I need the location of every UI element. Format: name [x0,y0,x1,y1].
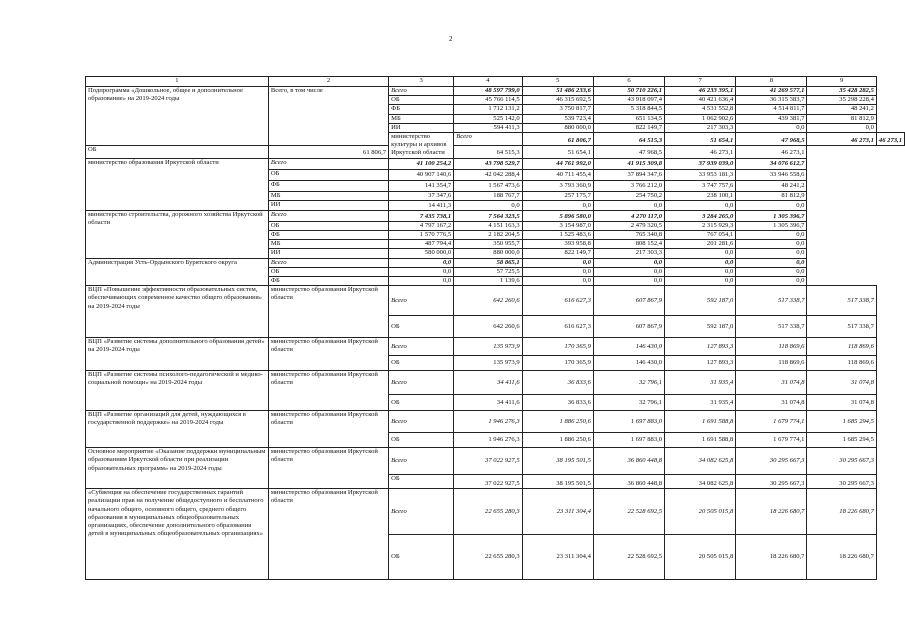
amount-cell: 34 411,6 [454,371,522,395]
amount-cell: 18 226 680,7 [807,489,876,535]
amount-cell: 30 295 667,3 [807,448,876,475]
amount-cell: 22 528 692,5 [593,489,664,535]
amount-cell: 34 076 612,7 [736,158,807,169]
amount-cell: 37 939 039,0 [665,158,736,169]
amount-cell: 36 315 383,7 [736,96,807,105]
amount-cell: 31 074,8 [807,395,876,411]
table-row [86,210,905,221]
amount-cell: 30 295 667,3 [736,475,807,489]
amount-cell: 2 479 320,5 [593,221,664,230]
amount-cell: 1 946 276,3 [454,433,522,448]
executor-cell: Всего, в том числе [268,87,388,146]
amount-cell: 127 893,3 [665,338,736,356]
amount-cell: 4 514 811,7 [736,105,807,114]
amount-cell: 1 712 131,2 [454,105,522,114]
table-row [86,158,905,169]
funding-source-cell: Всего [268,258,388,267]
table-row [86,411,905,433]
amount-cell: 40 421 636,4 [665,96,736,105]
amount-cell: 1 570 776,5 [389,231,454,240]
funding-source-cell: ОБ [389,475,454,489]
measure-name-cell: ВЦП «Повышение эффективности образовательных систем, обеспечивающих современное качество общего образования» на 2019-2024 годы [86,286,269,338]
amount-cell: 61 806,7 [268,145,388,158]
amount-cell: 0,0 [454,200,522,210]
funding-source-cell: МБ [268,240,388,249]
amount-cell: 38 195 501,5 [522,448,593,475]
col-header: 1 [86,77,269,87]
amount-cell: 50 710 226,1 [593,87,664,96]
amount-cell: 42 042 288,4 [454,169,522,180]
amount-cell: 36 833,6 [522,371,593,395]
amount-cell: 47 968,5 [736,133,807,146]
amount-cell: 4 797 167,2 [389,221,454,230]
measure-name-cell: Подпрограмма «Дошкольное, общее и дополнительное образование» на 2019-2024 годы [86,87,269,146]
funding-source-cell: Всего [268,158,388,169]
funding-source-cell: Всего [389,338,454,356]
amount-cell: 616 627,3 [522,316,593,338]
executor-cell: министерство образования Иркутской области [268,411,388,448]
amount-cell: 22 655 280,3 [454,489,522,535]
amount-cell: 40 907 140,6 [389,169,454,180]
amount-cell: 31 935,4 [665,371,736,395]
amount-cell: 0,0 [665,200,736,210]
amount-cell: 18 226 680,7 [807,535,876,580]
amount-cell: 0,0 [522,277,593,286]
amount-cell: 35 428 282,5 [807,87,876,96]
amount-cell: 48 597 799,0 [454,87,522,96]
amount-cell: 880 000,0 [522,123,593,132]
executor-cell: министерство образования Иркутской области [268,371,388,411]
amount-cell: 0,0 [389,267,454,276]
amount-cell: 607 867,9 [593,286,664,316]
amount-cell: 57 725,5 [454,267,522,276]
amount-cell: 20 505 015,8 [665,489,736,535]
amount-cell: 170 365,9 [522,338,593,356]
amount-cell: 0,0 [665,267,736,276]
amount-cell: 4 531 552,8 [665,105,736,114]
amount-cell: 43 798 529,7 [454,158,522,169]
measure-name-cell: Основное мероприятие «Оказание поддержки муниципальным образованиям Иркутской области при реализации образовательных программ» на 2019-2024 годы [86,448,269,489]
amount-cell: 0,0 [522,267,593,276]
amount-cell: 0,0 [593,200,664,210]
amount-cell: 254 750,2 [593,191,664,200]
amount-cell: 41 269 577,1 [736,87,807,96]
amount-cell: 31 074,8 [736,395,807,411]
amount-cell: 14 411,3 [389,200,454,210]
table-row [86,87,905,96]
amount-cell: 31 074,8 [807,371,876,395]
funding-source-cell: ФБ [268,180,388,191]
amount-cell: 487 794,4 [389,240,454,249]
funding-source-cell: ОБ [389,96,454,105]
amount-cell: 0,0 [736,240,807,249]
amount-cell: 3 750 817,7 [522,105,593,114]
col-header: 5 [522,77,593,87]
funding-source-cell: ИИ [268,200,388,210]
amount-cell: 30 295 667,3 [736,448,807,475]
amount-cell: 81 812,9 [807,114,876,123]
amount-cell: 5 896 580,0 [522,210,593,221]
amount-cell: 238 100,1 [665,191,736,200]
amount-cell: 525 142,0 [454,114,522,123]
funding-source-cell: ИИ [268,249,388,258]
amount-cell: 32 796,1 [593,371,664,395]
amount-cell: 822 149,7 [593,123,664,132]
table-row [86,489,905,535]
amount-cell: 616 627,3 [522,286,593,316]
amount-cell: 0,0 [665,277,736,286]
executor-cell: министерство образования Иркутской области [268,489,388,580]
amount-cell: 0,0 [807,123,876,132]
executor-cell: министерство культуры и архивов Иркутской области [389,133,454,159]
amount-cell: 580 000,0 [389,249,454,258]
table-row [86,258,905,267]
funding-source-cell: ОБ [268,267,388,276]
table-row [86,371,905,395]
funding-source-cell: ОБ [389,433,454,448]
amount-cell: 767 054,1 [665,231,736,240]
amount-cell: 127 893,3 [665,356,736,371]
amount-cell: 808 152,4 [593,240,664,249]
amount-cell: 36 860 448,8 [593,448,664,475]
amount-cell: 36 833,6 [522,395,593,411]
amount-cell: 217 303,3 [593,249,664,258]
amount-cell: 51 486 233,6 [522,87,593,96]
amount-cell: 37 022 927,5 [454,448,522,475]
amount-cell: 23 311 304,4 [522,535,593,580]
amount-cell: 0,0 [389,258,454,267]
funding-source-cell: Всего [389,489,454,535]
funding-source-cell: ОБ [86,145,269,158]
amount-cell: 61 806,7 [522,133,593,146]
amount-cell: 257 175,7 [522,191,593,200]
page-number: 2 [449,35,453,43]
amount-cell: 46 273,1 [665,145,736,158]
amount-cell: 47 968,5 [593,145,664,158]
executor-cell: министерство образования Иркутской области [268,286,388,338]
amount-cell: 1 946 276,3 [454,411,522,433]
funding-source-cell: ОБ [268,169,388,180]
amount-cell: 18 226 680,7 [736,535,807,580]
funding-source-cell: МБ [389,114,454,123]
amount-cell: 1 691 588,8 [665,433,736,448]
measure-name-cell: ВЦП «Развитие системы дополнительного образования детей» на 2019-2024 годы [86,338,269,371]
amount-cell: 41 915 309,8 [593,158,664,169]
amount-cell: 1 685 294,5 [807,411,876,433]
amount-cell: 31 074,8 [736,371,807,395]
amount-cell: 3 284 265,0 [665,210,736,221]
amount-cell: 34 082 625,8 [665,448,736,475]
amount-cell: 41 100 254,2 [389,158,454,169]
funding-source-cell: ФБ [389,105,454,114]
amount-cell: 45 766 114,5 [454,96,522,105]
amount-cell: 46 273,1 [876,133,904,146]
measure-name-cell: «Субвенция на обеспечение государственных гарантий реализации прав на получение общедоступного и бесплатного начального общего, основного общего, среднего общего образования в муниципальных общеобразовательных организациях, обеспечение дополнительного образования детей в муниципальных общеобразовательных организациях» [86,489,269,580]
amount-cell: 1 886 250,6 [522,411,593,433]
amount-cell: 1 679 774,1 [736,433,807,448]
amount-cell: 0,0 [522,258,593,267]
amount-cell: 1 525 483,6 [522,231,593,240]
amount-cell: 1 697 883,0 [593,411,664,433]
amount-cell: 517 338,7 [736,316,807,338]
amount-cell: 1 305 396,7 [736,221,807,230]
executor-cell: министерство образования Иркутской области [86,158,269,210]
amount-cell: 1 685 294,5 [807,433,876,448]
amount-cell: 0,0 [736,200,807,210]
amount-cell: 81 812,9 [736,191,807,200]
amount-cell: 7 435 738,1 [389,210,454,221]
executor-cell: министерство образования Иркутской области [268,338,388,371]
amount-cell: 0,0 [593,267,664,276]
amount-cell: 38 195 501,5 [522,475,593,489]
amount-cell: 64 515,3 [454,145,522,158]
amount-cell: 1 679 774,1 [736,411,807,433]
amount-cell: 34 082 625,8 [665,475,736,489]
amount-cell: 2 182 204,5 [454,231,522,240]
amount-cell: 517 338,7 [736,286,807,316]
amount-cell: 0,0 [736,277,807,286]
funding-source-cell: Всего [454,133,522,146]
amount-cell: 217 303,3 [665,123,736,132]
amount-cell: 594 411,3 [454,123,522,132]
funding-source-cell: ОБ [389,316,454,338]
amount-cell: 34 411,6 [454,395,522,411]
funding-source-cell: ФБ [268,231,388,240]
funding-source-cell: Всего [389,411,454,433]
amount-cell: 642 260,6 [454,316,522,338]
funding-source-cell: ОБ [389,395,454,411]
amount-cell: 188 767,7 [454,191,522,200]
amount-cell: 607 867,9 [593,316,664,338]
table-row [86,145,905,158]
amount-cell: 2 315 929,3 [665,221,736,230]
amount-cell: 393 958,8 [522,240,593,249]
funding-source-cell: ОБ [268,221,388,230]
amount-cell: 3 154 987,0 [522,221,593,230]
amount-cell: 64 515,3 [593,133,664,146]
amount-cell: 146 430,0 [593,356,664,371]
amount-cell: 350 955,7 [454,240,522,249]
col-header: 7 [665,77,736,87]
amount-cell: 1 697 883,0 [593,433,664,448]
amount-cell: 0,0 [736,249,807,258]
amount-cell: 0,0 [736,231,807,240]
amount-cell: 880 000,0 [454,249,522,258]
amount-cell: 118 869,6 [807,356,876,371]
amount-cell: 7 564 323,5 [454,210,522,221]
amount-cell: 22 655 280,3 [454,535,522,580]
amount-cell: 46 273,1 [736,145,807,158]
amount-cell: 1 062 902,6 [665,114,736,123]
amount-cell: 40 711 455,4 [522,169,593,180]
funding-source-cell: Всего [389,286,454,316]
funding-source-cell: МБ [268,191,388,200]
col-header: 8 [736,77,807,87]
amount-cell: 0,0 [665,249,736,258]
amount-cell: 35 298 228,4 [807,96,876,105]
amount-cell: 36 860 448,8 [593,475,664,489]
amount-cell: 48 241,2 [807,105,876,114]
amount-cell: 439 381,7 [736,114,807,123]
funding-source-cell: ФБ [268,277,388,286]
measure-name-cell: ВЦП «Развитие организаций для детей, нуждающихся в государственной поддержке» на 2019-2024 годы [86,411,269,448]
funding-source-cell: Всего [389,448,454,475]
amount-cell: 146 430,0 [593,338,664,356]
budget-table [85,76,905,580]
executor-cell: Администрация Усть-Ордынского Бурятского округа [86,258,269,286]
amount-cell: 0,0 [736,267,807,276]
amount-cell: 4 270 117,0 [593,210,664,221]
amount-cell: 3 747 757,6 [665,180,736,191]
amount-cell: 46 315 692,5 [522,96,593,105]
amount-cell: 51 654,1 [522,145,593,158]
amount-cell: 31 935,4 [665,395,736,411]
amount-cell: 20 505 015,8 [665,535,736,580]
amount-cell: 0,0 [665,258,736,267]
amount-cell: 0,0 [593,277,664,286]
amount-cell: 46 273,1 [807,133,876,146]
amount-cell: 592 187,0 [665,286,736,316]
amount-cell: 539 723,4 [522,114,593,123]
column-number-row [86,77,905,87]
col-header: 3 [389,77,454,87]
amount-cell: 765 340,8 [593,231,664,240]
amount-cell: 1 139,6 [454,277,522,286]
amount-cell: 3 766 212,0 [593,180,664,191]
funding-source-cell: ИИ [389,123,454,132]
amount-cell: 0,0 [593,258,664,267]
amount-cell: 1 691 588,8 [665,411,736,433]
col-header: 6 [593,77,664,87]
col-header: 4 [454,77,522,87]
amount-cell: 651 134,5 [593,114,664,123]
amount-cell: 43 918 097,4 [593,96,664,105]
amount-cell: 822 149,7 [522,249,593,258]
amount-cell: 33 946 558,6 [736,169,807,180]
funding-source-cell: Всего [268,210,388,221]
amount-cell: 141 354,7 [389,180,454,191]
amount-cell: 642 260,6 [454,286,522,316]
amount-cell: 135 973,9 [454,338,522,356]
amount-cell: 1 567 473,6 [454,180,522,191]
amount-cell: 0,0 [522,200,593,210]
amount-cell: 33 953 181,3 [665,169,736,180]
col-header: 9 [807,77,876,87]
amount-cell: 5 318 844,5 [593,105,664,114]
amount-cell: 44 761 992,0 [522,158,593,169]
table-body [86,87,905,580]
amount-cell: 32 796,1 [593,395,664,411]
funding-source-cell: Всего [389,371,454,395]
table-row [86,286,905,316]
table-row [86,448,905,475]
executor-cell: министерство образования Иркутской области [268,448,388,489]
amount-cell: 0,0 [389,277,454,286]
amount-cell: 517 338,7 [807,286,876,316]
amount-cell: 30 295 667,3 [807,475,876,489]
amount-cell: 592 187,0 [665,316,736,338]
amount-cell: 118 869,6 [736,338,807,356]
amount-cell: 118 869,6 [736,356,807,371]
amount-cell: 46 233 395,1 [665,87,736,96]
amount-cell: 1 886 250,6 [522,433,593,448]
amount-cell: 201 281,6 [665,240,736,249]
funding-source-cell: Всего [389,87,454,96]
amount-cell: 18 226 680,7 [736,489,807,535]
amount-cell: 118 869,6 [807,338,876,356]
funding-source-cell: ОБ [389,356,454,371]
amount-cell: 3 793 360,9 [522,180,593,191]
amount-cell: 170 365,9 [522,356,593,371]
amount-cell: 4 151 163,3 [454,221,522,230]
amount-cell: 51 654,1 [665,133,736,146]
amount-cell: 135 973,9 [454,356,522,371]
amount-cell: 1 305 396,7 [736,210,807,221]
amount-cell: 22 528 692,5 [593,535,664,580]
amount-cell: 48 241,2 [736,180,807,191]
funding-source-cell: ОБ [389,535,454,580]
amount-cell: 23 311 304,4 [522,489,593,535]
col-header: 2 [268,77,388,87]
amount-cell: 0,0 [736,123,807,132]
amount-cell: 37 894 347,6 [593,169,664,180]
table-row [86,338,905,356]
measure-name-cell: ВЦП «Развитие системы психолого-педагогической и медико-социальной помощи» на 2019-2024 годы [86,371,269,411]
executor-cell: министерство строительства, дорожного хозяйства Иркутской области [86,210,269,258]
amount-cell: 0,0 [736,258,807,267]
amount-cell: 37 347,6 [389,191,454,200]
amount-cell: 37 022 927,5 [454,475,522,489]
amount-cell: 517 338,7 [807,316,876,338]
amount-cell: 58 865,1 [454,258,522,267]
